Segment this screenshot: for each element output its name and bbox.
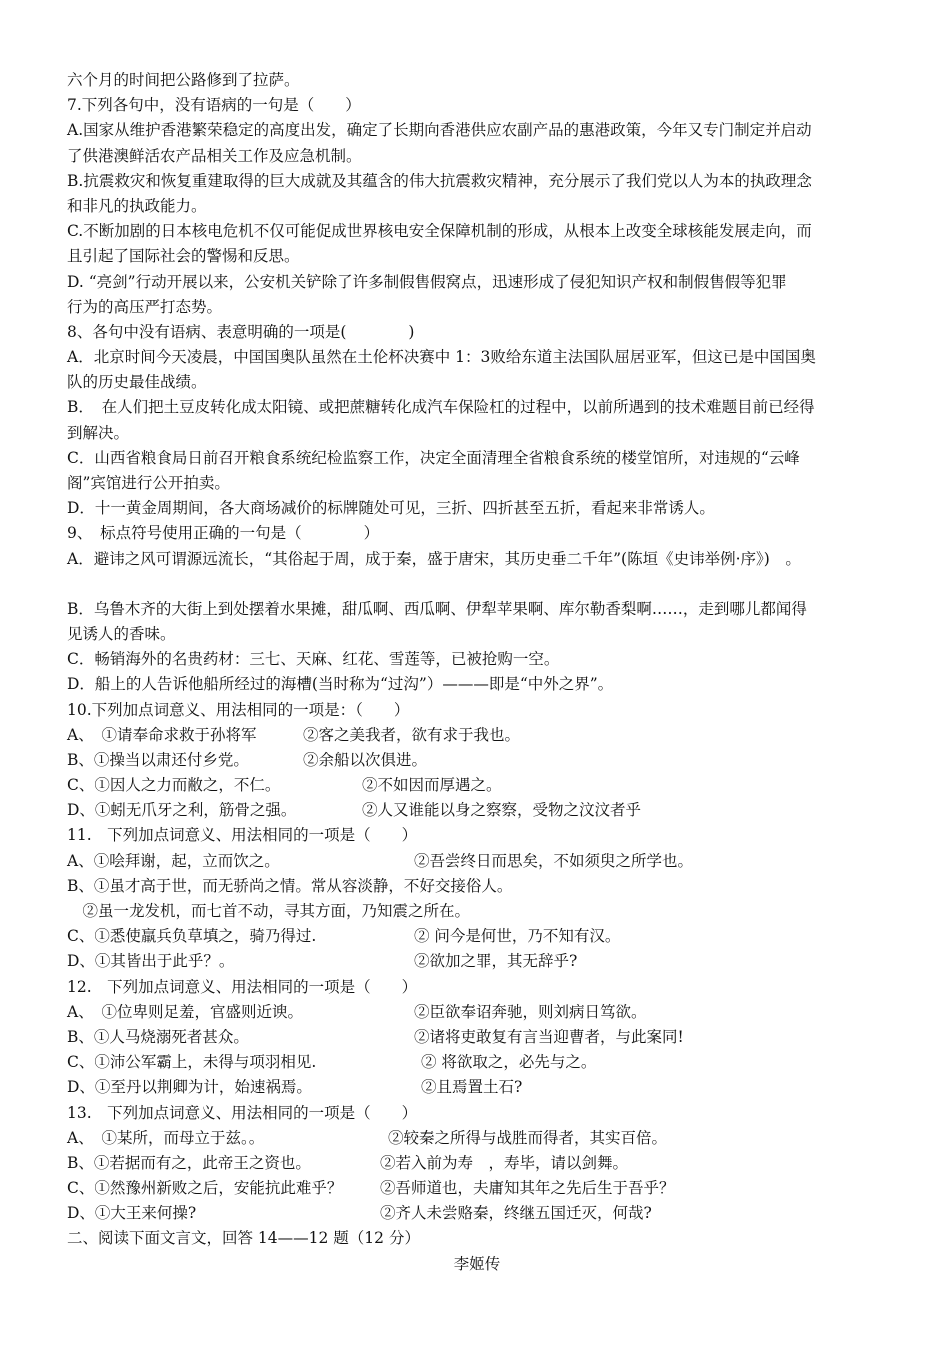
text-line: 和非凡的执政能力。	[67, 196, 207, 215]
option-right: ②吾师道也，夫庸知其年之先后生于吾乎？	[380, 1179, 675, 1198]
option-left: C、①悉使羸兵负草填之，骑乃得过.	[67, 927, 317, 946]
text-line: 见诱人的香味。	[67, 624, 176, 643]
text-line: A．北京时间今天凌晨，中国国奥队虽然在土伦杯决赛中 1：3败给东道主法国队屈居亚军，但这已是中国国奥	[67, 348, 816, 367]
text-line: 行为的高压严打态势。	[67, 297, 223, 316]
text-line: D．船上的人告诉他船所经过的海槽(当时称为“过沟”）———即是“中外之界”。	[67, 675, 614, 694]
question-8-stem: 8、各句中没有语病、表意明确的一项是( )	[67, 322, 415, 341]
section-heading: 二、阅读下面文言文，回答 14——12 题（12 分）	[67, 1229, 420, 1248]
passage-title: 李姬传	[453, 1254, 501, 1273]
option-right: ②欲加之罪，其无辞乎?	[414, 952, 578, 971]
option-right: ②较秦之所得与战胜而得者，其实百倍。	[388, 1128, 668, 1147]
text-line: A.国家从维护香港繁荣稳定的高度出发，确定了长期向香港供应农副产品的惠港政策，今年又专门制定并启动	[67, 121, 812, 140]
question-9-stem: 9、 标点符号使用正确的一句是（ ）	[67, 524, 380, 543]
option-row	[67, 1050, 887, 1075]
option-row	[67, 1000, 887, 1025]
text-line: 六个月的时间把公路修到了拉萨。	[67, 71, 300, 89]
text-line: B.抗震救灾和恢复重建取得的巨大成就及其蕴含的伟大抗震救灾精神，充分展示了我们党以人为本的执政理念	[67, 171, 812, 190]
option-right: ②客之美我者，欲有求于我也。	[303, 725, 521, 744]
text-line: B． 在人们把土豆皮转化成太阳镜、或把蔗糖转化成汽车保险杠的过程中，以前所遇到的技术难题目前已经得	[67, 398, 815, 417]
option-left: C、①然豫州新败之后，安能抗此难乎？	[67, 1179, 343, 1198]
option-right: ②吾尝终日而思矣，不如须臾之所学也。	[414, 851, 694, 870]
option-row	[67, 798, 887, 823]
option-right: ② 问今是何世，乃不知有汉。	[414, 927, 621, 946]
option-left: A、①哙拜谢，起，立而饮之。	[67, 851, 280, 870]
option-row	[67, 1151, 887, 1176]
question-10-stem: 10.下列加点词意义、用法相同的一项是：（ ）	[67, 700, 410, 719]
text-line: B．乌鲁木齐的大街上到处摆着水果摊，甜瓜啊、西瓜啊、伊犁苹果啊、库尔勒香梨啊……，走到哪儿都闻得	[67, 599, 807, 618]
option-left: D、①至丹以荆卿为计，始速祸焉。	[67, 1078, 312, 1097]
option-right: ②若入前为寿 ，寿毕，请以剑舞。	[380, 1153, 629, 1172]
text-line: 且引起了国际社会的警惕和反思。	[67, 247, 300, 266]
option-row	[67, 1075, 887, 1100]
text-line: A．避讳之风可谓源远流长，“其俗起于周，成于秦，盛于唐宋，其历史垂二千年”(陈垣《史讳举例·序》) 。	[67, 549, 801, 568]
option-row	[67, 773, 887, 798]
option-row	[67, 1126, 887, 1151]
text-line: 了供港澳鲜活农产品相关工作及应急机制。	[67, 146, 362, 165]
text-line: B、①虽才高于世，而无骄尚之情。常从容淡静，不好交接俗人。	[67, 876, 513, 895]
option-row	[67, 723, 887, 748]
document-page	[67, 68, 887, 1277]
option-row	[67, 1176, 887, 1201]
option-left: D、①蚓无爪牙之利，筋骨之强。	[67, 801, 297, 820]
option-row	[67, 748, 887, 773]
text-line: C.不断加剧的日本核电危机不仅可能促成世界核电安全保障机制的形成，从根本上改变全球核能发展走向，而	[67, 222, 812, 241]
text-line: 阁”宾馆进行公开拍卖。	[67, 474, 230, 492]
option-row	[67, 949, 887, 974]
option-left: C、①因人之力而敝之，不仁。	[67, 776, 281, 795]
option-row	[67, 849, 887, 874]
question-11-stem: 11. 下列加点词意义、用法相同的一项是（ ）	[67, 826, 418, 845]
text-line: 到解决。	[67, 423, 130, 442]
option-left: A、 ①请奉命求救于孙将军	[67, 725, 257, 744]
option-row	[67, 1025, 887, 1050]
option-left: B、①人马烧溺死者甚众。	[67, 1027, 249, 1046]
text-line: D. “亮剑”行动开展以来，公安机关铲除了许多制假售假窝点，迅速形成了侵犯知识产权和制假售假等犯罪	[67, 272, 787, 291]
question-7-stem: 7.下列各句中，没有语病的一句是（ ）	[67, 96, 361, 115]
text-line: D．十一黄金周期间，各大商场减价的标牌随处可见，三折、四折甚至五折，看起来非常诱人。	[67, 499, 715, 518]
text-line: ②虽一龙发机，而七首不动，寻其方面，乃知震之所在。	[67, 902, 471, 920]
option-left: D、①其皆出于此乎？。	[67, 952, 235, 971]
text-line: C．山西省粮食局日前召开粮食系统纪检监察工作，决定全面清理全省粮食系统的楼堂馆所，对违规的“云峰	[67, 448, 800, 467]
option-left: A、 ①某所，而母立于兹。。	[67, 1128, 265, 1147]
option-right: ②不如因而厚遇之。	[362, 776, 502, 795]
option-left: D、①大王来何操?	[67, 1204, 197, 1223]
question-13-stem: 13. 下列加点词意义、用法相同的一项是（ ）	[67, 1103, 418, 1122]
question-12-stem: 12. 下列加点词意义、用法相同的一项是（ ）	[67, 977, 418, 996]
text-line: C．畅销海外的名贵药材：三七、天麻、红花、雪莲等，已被抢购一空。	[67, 650, 560, 669]
option-row	[67, 924, 887, 949]
blank-line	[67, 572, 887, 597]
option-left: A、 ①位卑则足羞，官盛则近谀。	[67, 1002, 303, 1021]
option-left: C、①沛公军霸上，未得与项羽相见.	[67, 1053, 317, 1072]
option-right: ②且焉置土石?	[421, 1078, 523, 1097]
option-right: ②臣欲奉诏奔驰，则刘病日笃欲。	[414, 1002, 647, 1021]
option-right: ② 将欲取之，必先与之。	[421, 1053, 597, 1072]
option-row	[67, 1201, 887, 1226]
text-line: 队的历史最佳战绩。	[67, 373, 207, 392]
option-right: ②人又谁能以身之察察，受物之汶汶者乎	[362, 801, 642, 820]
option-left: B、①操当以肃还付乡党。	[67, 750, 249, 769]
option-right: ②余船以次俱进。	[303, 750, 428, 769]
option-right: ②齐人未尝赂秦，终继五国迁灭，何哉?	[380, 1204, 652, 1223]
option-left: B、①若据而有之，此帝王之资也。	[67, 1153, 311, 1172]
option-right: ②诸将吏敢复有言当迎曹者，与此案同!	[414, 1027, 684, 1046]
